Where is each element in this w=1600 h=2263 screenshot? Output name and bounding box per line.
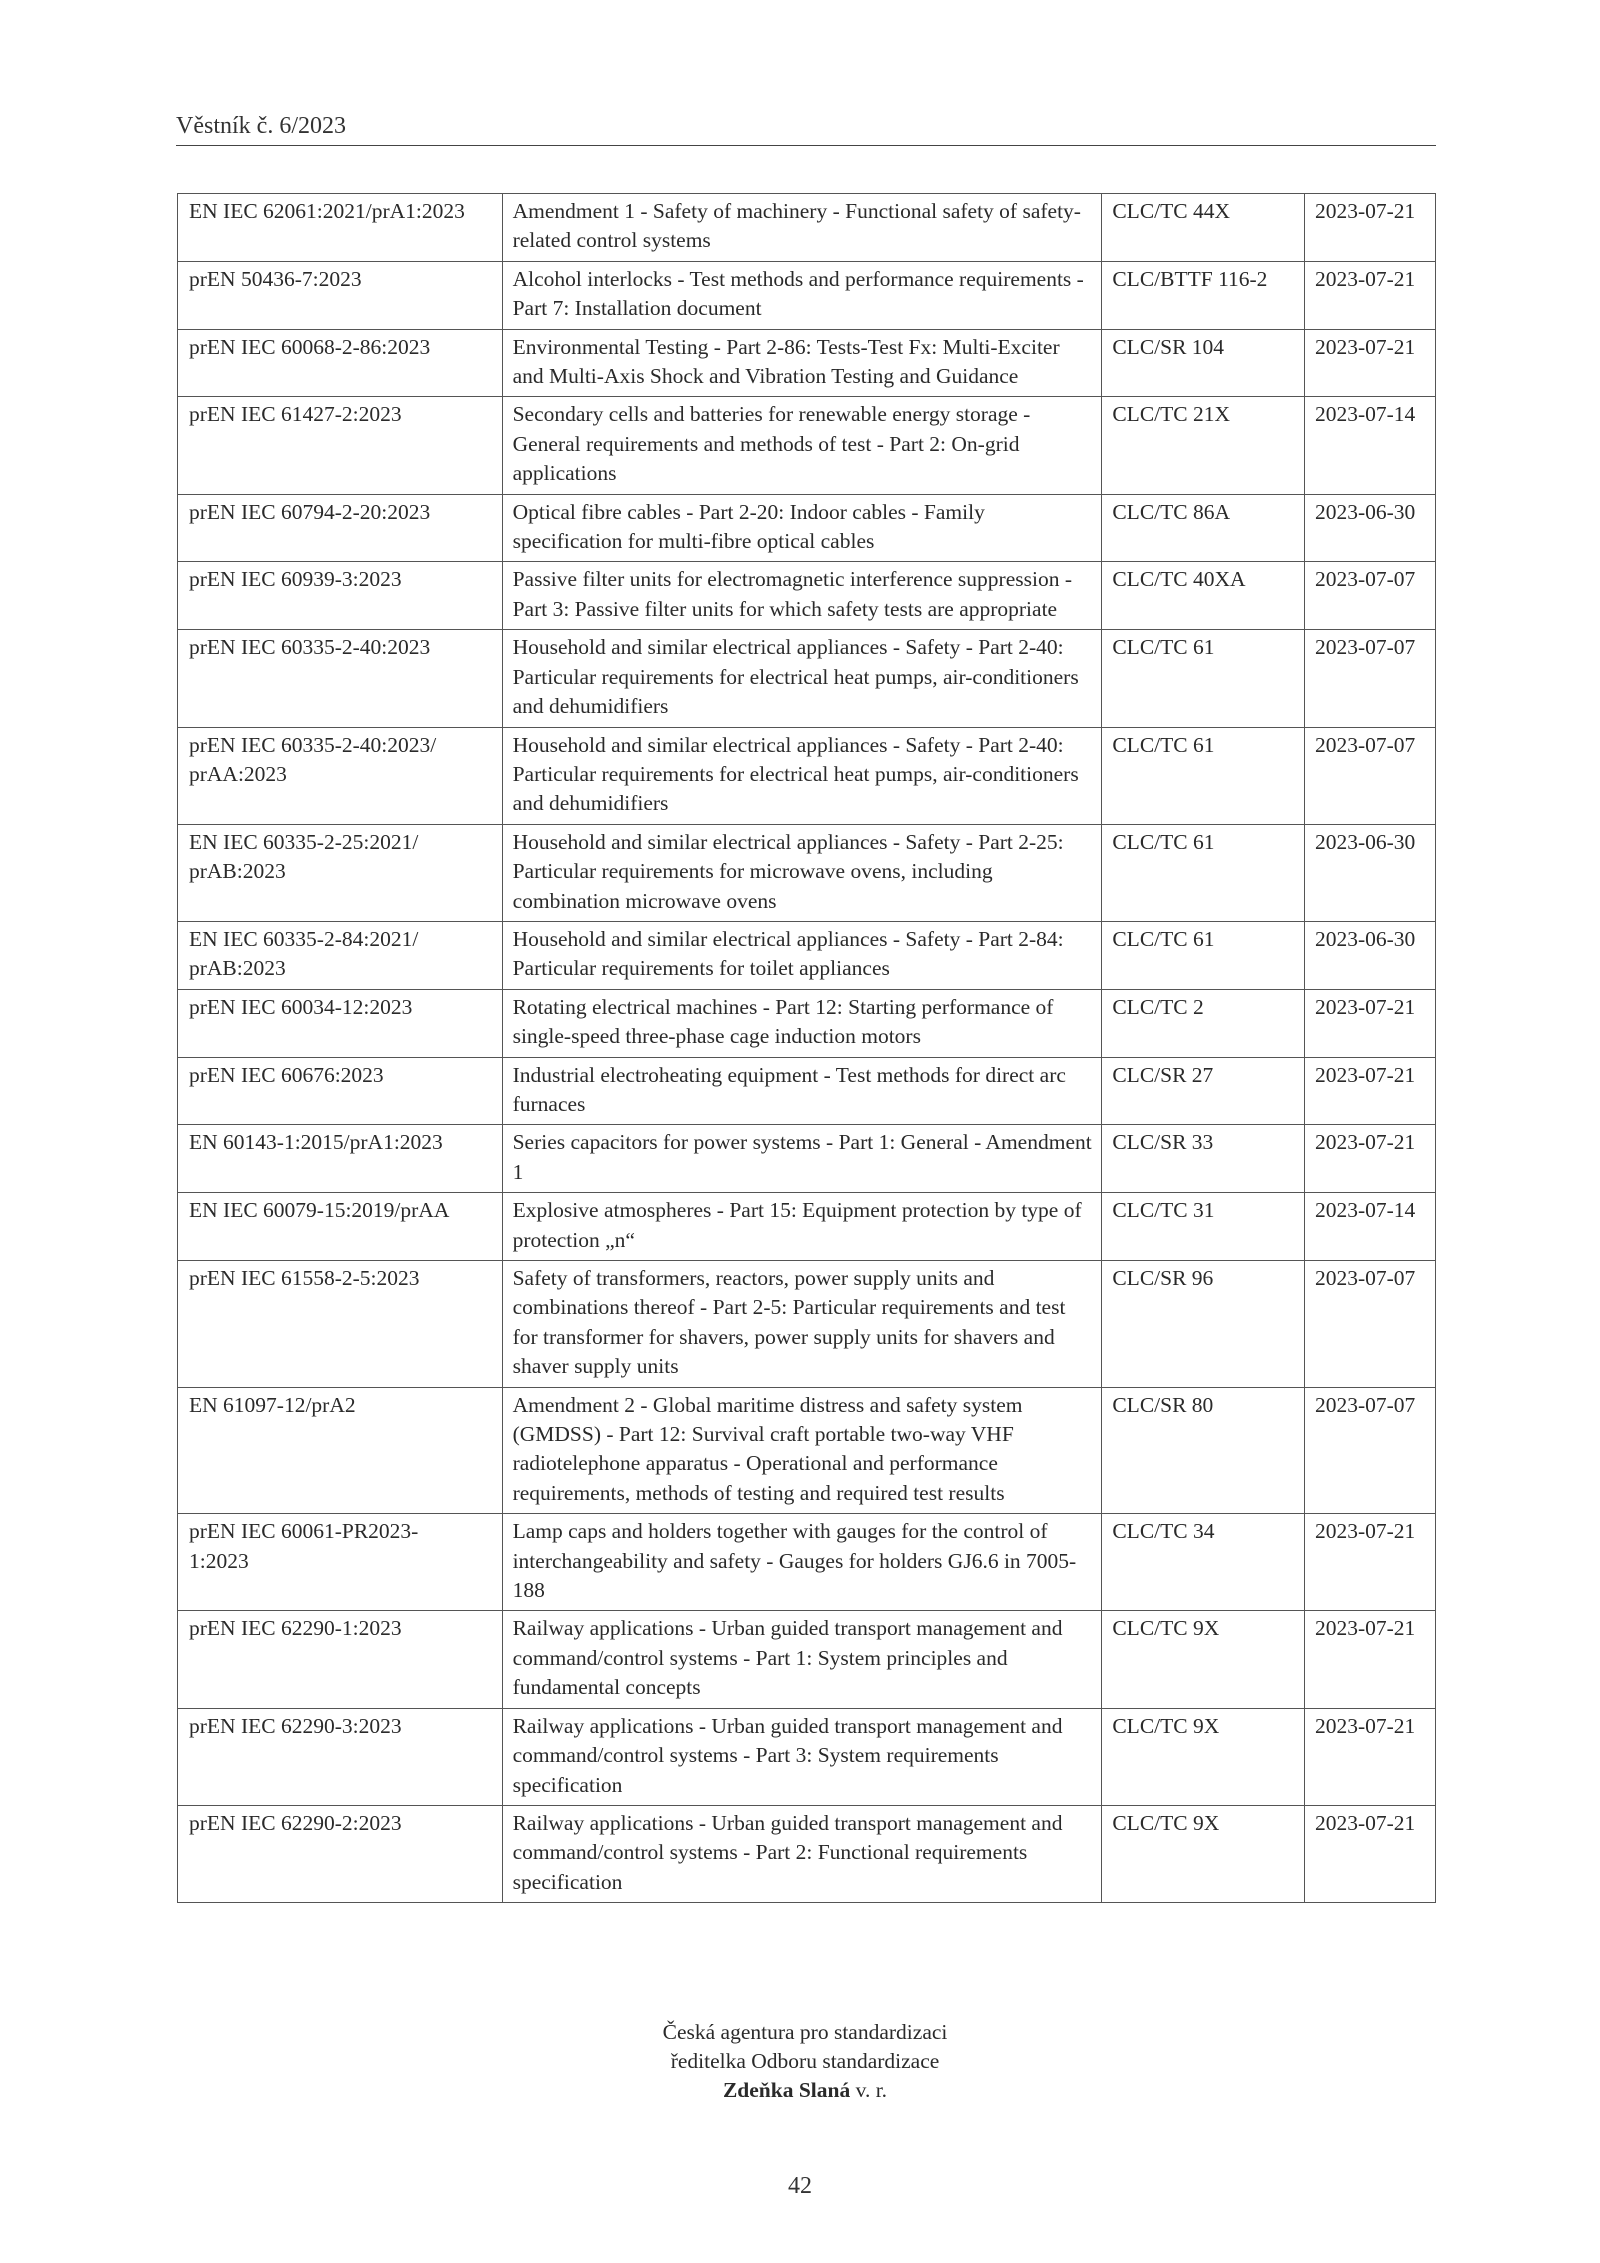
- technical-committee-cell: CLC/TC 61: [1102, 727, 1305, 824]
- technical-committee-cell: CLC/TC 61: [1102, 630, 1305, 727]
- table-row: [178, 1611, 1436, 1708]
- standard-number: prEN IEC 60676:2023: [189, 1062, 384, 1087]
- technical-committee-cell: CLC/SR 96: [1102, 1261, 1305, 1388]
- standard-number: prEN IEC 60335-2-40:2023: [189, 635, 431, 660]
- standard-number: prEN IEC 60335-2-40:2023/: [189, 732, 437, 757]
- standard-number: EN IEC 62061:2021/prA1:2023: [189, 199, 465, 223]
- technical-committee-cell: CLC/TC 34: [1102, 1514, 1305, 1611]
- technical-committee-cell: CLC/TC 61: [1102, 824, 1305, 921]
- deadline-date-cell: 2023-07-21: [1304, 194, 1435, 262]
- standard-number: prAA:2023: [189, 761, 287, 786]
- table-row: [178, 261, 1436, 329]
- standard-number-cell: [178, 1514, 503, 1611]
- deadline-date-cell: 2023-06-30: [1304, 921, 1435, 989]
- table-row: [178, 1708, 1436, 1805]
- signature-name-line: [500, 2076, 1110, 2105]
- standard-title-cell: Rotating electrical machines - Part 12: Starting performance of single-speed three-phase cage induction motors: [502, 989, 1102, 1057]
- table-row: [178, 989, 1436, 1057]
- standard-number-cell: [178, 1125, 503, 1193]
- technical-committee-cell: CLC/TC 61: [1102, 921, 1305, 989]
- standard-title-cell: Series capacitors for power systems - Part 1: General - Amendment 1: [502, 1125, 1102, 1193]
- standard-title-cell: Environmental Testing - Part 2-86: Tests-Test Fx: Multi-Exciter and Multi-Axis Shock and Vibration Testing and Guidance: [502, 329, 1102, 397]
- table-row: [178, 921, 1436, 989]
- deadline-date-cell: 2023-07-14: [1304, 397, 1435, 494]
- signature-name: Zdeňka Slaná: [722, 2078, 851, 2102]
- standard-number: prEN IEC 60794-2-20:2023: [189, 499, 431, 524]
- standard-number: EN IEC 60079-15:2019/prAA: [189, 1198, 450, 1223]
- deadline-date-cell: 2023-07-07: [1304, 727, 1435, 824]
- standard-number: prEN IEC 62290-1:2023: [189, 1616, 402, 1641]
- technical-committee-cell: CLC/SR 33: [1102, 1125, 1305, 1193]
- technical-committee-cell: CLC/TC 9X: [1102, 1611, 1305, 1708]
- standard-title-cell: Industrial electroheating equipment - Test methods for direct arc furnaces: [502, 1057, 1102, 1125]
- standard-title-cell: Safety of transformers, reactors, power supply units and combinations thereof - Part 2-5: Particular requirements and test for transformer for shavers, power supply units for shavers and shaver supply units: [502, 1261, 1102, 1388]
- standard-number-cell: [178, 1261, 503, 1388]
- standards-table-body: [178, 194, 1436, 1903]
- standard-number-cell: [178, 1193, 503, 1261]
- table-row: [178, 397, 1436, 494]
- standard-number: prEN IEC 60061-PR2023-: [189, 1519, 419, 1544]
- standard-number-cell: [178, 329, 503, 397]
- standard-number-cell: [178, 727, 503, 824]
- deadline-date-cell: 2023-07-07: [1304, 630, 1435, 727]
- technical-committee-cell: CLC/TC 31: [1102, 1193, 1305, 1261]
- technical-committee-cell: CLC/TC 2: [1102, 989, 1305, 1057]
- standard-title-cell: Explosive atmospheres - Part 15: Equipment protection by type of protection „n“: [502, 1193, 1102, 1261]
- page-number: 42: [788, 2173, 812, 2199]
- standard-title-cell: Railway applications - Urban guided transport management and command/control systems - Part 1: System principles and fundamental concepts: [502, 1611, 1102, 1708]
- standard-title-cell: Household and similar electrical appliances - Safety - Part 2-84: Particular requirements for toilet appliances: [502, 921, 1102, 989]
- technical-committee-cell: CLC/TC 86A: [1102, 494, 1305, 562]
- standard-number-cell: [178, 921, 503, 989]
- standard-number: prEN IEC 61558-2-5:2023: [189, 1266, 420, 1290]
- standard-title-cell: Optical fibre cables - Part 2-20: Indoor cables - Family specification for multi-fibre optical cables: [502, 494, 1102, 562]
- signature-block: [500, 2018, 1110, 2105]
- signature-organization: Česká agentura pro standardizaci: [662, 2020, 948, 2044]
- standard-number-cell: [178, 630, 503, 727]
- standard-number: EN 61097-12/prA2: [189, 1392, 356, 1417]
- standard-title-cell: Railway applications - Urban guided transport management and command/control systems - Part 2: Functional requirements specification: [502, 1805, 1102, 1902]
- standard-number: prEN IEC 62290-3:2023: [189, 1713, 402, 1738]
- technical-committee-cell: CLC/SR 80: [1102, 1387, 1305, 1514]
- standard-number-cell: [178, 194, 503, 262]
- deadline-date-cell: 2023-07-21: [1304, 1805, 1435, 1902]
- standard-number-cell: [178, 989, 503, 1057]
- standard-number: EN 60143-1:2015/prA1:2023: [189, 1130, 443, 1155]
- standard-title-cell: Household and similar electrical appliances - Safety - Part 2-40: Particular requirements for electrical heat pumps, air-conditioners and dehumidifiers: [502, 630, 1102, 727]
- standard-number: EN IEC 60335-2-84:2021/: [189, 926, 419, 951]
- standard-number: prEN 50436-7:2023: [189, 266, 362, 291]
- table-row: [178, 562, 1436, 630]
- table-row: [178, 1125, 1436, 1193]
- standard-number: prEN IEC 60068-2-86:2023: [189, 334, 431, 359]
- header-rule: [176, 145, 1436, 146]
- standard-title-cell: Household and similar electrical appliances - Safety - Part 2-40: Particular requirements for electrical heat pumps, air-conditioners and dehumidifiers: [502, 727, 1102, 824]
- table-row: [178, 1057, 1436, 1125]
- table-row: [178, 727, 1436, 824]
- table-row: [178, 1261, 1436, 1388]
- signature-department: ředitelka Odboru standardizace: [670, 2049, 940, 2073]
- deadline-date-cell: 2023-06-30: [1304, 824, 1435, 921]
- deadline-date-cell: 2023-07-07: [1304, 562, 1435, 630]
- standard-title-cell: Railway applications - Urban guided transport management and command/control systems - Part 3: System requirements specification: [502, 1708, 1102, 1805]
- standard-title-cell: Secondary cells and batteries for renewable energy storage - General requirements and methods of test - Part 2: On-grid applications: [502, 397, 1102, 494]
- standard-number: prAB:2023: [189, 956, 286, 981]
- table-row: [178, 630, 1436, 727]
- standard-title-cell: Alcohol interlocks - Test methods and performance requirements - Part 7: Installation document: [502, 261, 1102, 329]
- standard-number-cell: [178, 494, 503, 562]
- table-row: [178, 194, 1436, 262]
- standard-number: prAB:2023: [189, 859, 286, 884]
- deadline-date-cell: 2023-07-21: [1304, 1611, 1435, 1708]
- deadline-date-cell: 2023-07-21: [1304, 1708, 1435, 1805]
- standard-title-cell: Household and similar electrical appliances - Safety - Part 2-25: Particular requirements for microwave ovens, including combination microwave ovens: [502, 824, 1102, 921]
- table-row: [178, 1805, 1436, 1902]
- deadline-date-cell: 2023-07-07: [1304, 1261, 1435, 1388]
- standard-title-cell: Lamp caps and holders together with gauges for the control of interchangeability and safety - Gauges for holders GJ6.6 in 7005-188: [502, 1514, 1102, 1611]
- standard-number-cell: [178, 1611, 503, 1708]
- standard-number: prEN IEC 61427-2:2023: [189, 402, 402, 427]
- standard-number-cell: [178, 1057, 503, 1125]
- standard-number: prEN IEC 60939-3:2023: [189, 567, 402, 592]
- table-row: [178, 824, 1436, 921]
- technical-committee-cell: CLC/TC 21X: [1102, 397, 1305, 494]
- table-row: [178, 1514, 1436, 1611]
- standard-number-cell: [178, 1805, 503, 1902]
- standard-number-cell: [178, 824, 503, 921]
- standard-number-cell: [178, 261, 503, 329]
- deadline-date-cell: 2023-07-21: [1304, 989, 1435, 1057]
- table-row: [178, 1387, 1436, 1514]
- technical-committee-cell: CLC/SR 104: [1102, 329, 1305, 397]
- technical-committee-cell: CLC/TC 44X: [1102, 194, 1305, 262]
- standard-number-cell: [178, 397, 503, 494]
- table-row: [178, 494, 1436, 562]
- deadline-date-cell: 2023-07-07: [1304, 1387, 1435, 1514]
- journal-header: Věstník č. 6/2023: [176, 113, 346, 139]
- table-row: [178, 1193, 1436, 1261]
- deadline-date-cell: 2023-07-21: [1304, 261, 1435, 329]
- standard-number: prEN IEC 60034-12:2023: [189, 994, 413, 1019]
- technical-committee-cell: CLC/TC 9X: [1102, 1708, 1305, 1805]
- deadline-date-cell: 2023-07-21: [1304, 329, 1435, 397]
- signature-suffix: v. r.: [850, 2078, 888, 2102]
- standard-number-cell: [178, 1387, 503, 1514]
- technical-committee-cell: CLC/BTTF 116-2: [1102, 261, 1305, 329]
- technical-committee-cell: CLC/TC 9X: [1102, 1805, 1305, 1902]
- technical-committee-cell: CLC/TC 40XA: [1102, 562, 1305, 630]
- standard-number-cell: [178, 1708, 503, 1805]
- deadline-date-cell: 2023-07-14: [1304, 1193, 1435, 1261]
- deadline-date-cell: 2023-07-21: [1304, 1125, 1435, 1193]
- standard-title-cell: Amendment 1 - Safety of machinery - Functional safety of safety-related control systems: [502, 194, 1102, 262]
- technical-committee-cell: CLC/SR 27: [1102, 1057, 1305, 1125]
- table-row: [178, 329, 1436, 397]
- deadline-date-cell: 2023-07-21: [1304, 1514, 1435, 1611]
- standards-table: [177, 193, 1436, 1903]
- standard-number: 1:2023: [189, 1548, 249, 1573]
- standard-number: prEN IEC 62290-2:2023: [189, 1810, 402, 1835]
- standard-title-cell: Passive filter units for electromagnetic interference suppression - Part 3: Passive filter units for which safety tests are appropriate: [502, 562, 1102, 630]
- standard-number: EN IEC 60335-2-25:2021/: [189, 829, 419, 854]
- standard-number-cell: [178, 562, 503, 630]
- standard-title-cell: Amendment 2 - Global maritime distress and safety system (GMDSS) - Part 12: Survival craft portable two-way VHF radiotelephone apparatus - Operational and performance requirements, methods of testing and required test results: [502, 1387, 1102, 1514]
- deadline-date-cell: 2023-07-21: [1304, 1057, 1435, 1125]
- deadline-date-cell: 2023-06-30: [1304, 494, 1435, 562]
